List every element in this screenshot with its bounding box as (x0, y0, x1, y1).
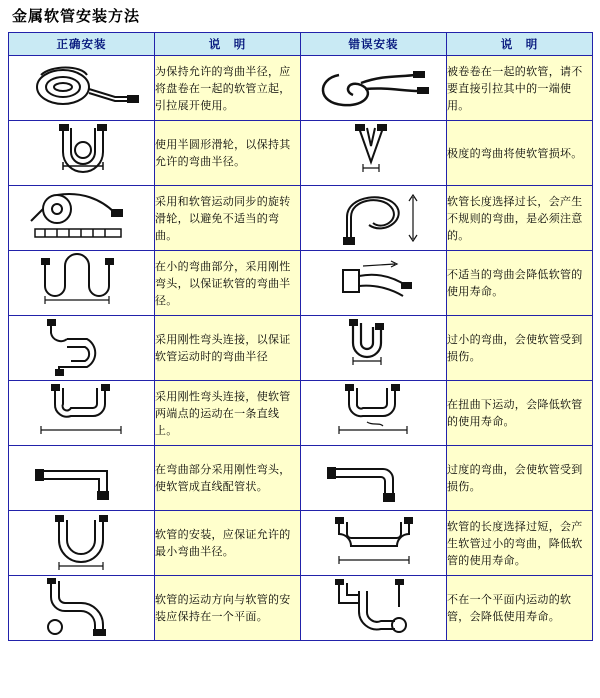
description-cell-wrong: 极度的弯曲将使软管损坏。 (447, 121, 593, 186)
table-header-row (9, 33, 593, 56)
rotating-pulley-with-chain-icon (11, 187, 153, 249)
header-correct-install: 正确安装 (9, 33, 155, 56)
table-row (9, 511, 593, 576)
table-row (9, 186, 593, 251)
figure-cell-wrong (301, 316, 447, 381)
description-cell-wrong: 过小的弯曲，会使软管受到损伤。 (447, 316, 593, 381)
rigid-elbow-u-loop-connection-icon (11, 317, 153, 379)
torsional-twisting-motion-icon (303, 382, 445, 444)
table-row (9, 121, 593, 186)
motion-out-of-plane-icon (303, 577, 445, 639)
figure-cell-wrong (301, 381, 447, 446)
too-small-bend-radius-damage-icon (303, 317, 445, 379)
description-cell-correct: 在弯曲部分采用刚性弯头，使软管成直线配管状。 (155, 446, 301, 511)
figure-cell-wrong (301, 251, 447, 316)
description-cell-correct: 软管的安装，应保证允许的最小弯曲半径。 (155, 511, 301, 576)
page-title: 金属软管安装方法 (12, 7, 141, 25)
header-wrong-install: 错误安装 (301, 33, 447, 56)
description-cell-wrong: 过度的弯曲，会使软管受到损伤。 (447, 446, 593, 511)
rigid-elbow-straight-pipe-layout-icon (11, 447, 153, 509)
installation-methods-table (8, 32, 593, 641)
u-bend-minimum-allowed-radius-icon (11, 512, 153, 574)
figure-cell-correct (9, 316, 155, 381)
figure-cell-correct (9, 121, 155, 186)
figure-cell-wrong (301, 576, 447, 641)
description-cell-wrong: 不适当的弯曲会降低软管的使用寿命。 (447, 251, 593, 316)
figure-cell-wrong (301, 56, 447, 121)
table-row (9, 316, 593, 381)
rigid-elbows-both-ends-straight-line-icon (11, 382, 153, 444)
header-correct-description: 说 明 (155, 33, 301, 56)
too-short-length-small-radius-icon (303, 512, 445, 574)
sharp-v-bend-damage-icon (303, 122, 445, 184)
table-row (9, 446, 593, 511)
description-cell-correct: 采用刚性弯头连接，以保证软管运动时的弯曲半径 (155, 316, 301, 381)
figure-cell-correct (9, 56, 155, 121)
figure-cell-correct (9, 251, 155, 316)
figure-cell-wrong (301, 121, 447, 186)
description-cell-correct: 采用和软管运动同步的旋转滑轮，以避免不适当的弯曲。 (155, 186, 301, 251)
description-cell-correct: 使用半圆形滑轮，以保持其允许的弯曲半径。 (155, 121, 301, 186)
figure-cell-correct (9, 576, 155, 641)
description-cell-wrong: 软管长度选择过长，会产生不规则的弯曲，是必须注意的。 (447, 186, 593, 251)
motion-in-same-plane-as-install-icon (11, 577, 153, 639)
description-cell-wrong: 在扭曲下运动，会降低软管的使用寿命。 (447, 381, 593, 446)
figure-cell-correct (9, 446, 155, 511)
excess-length-irregular-bend-icon (303, 187, 445, 249)
description-cell-wrong: 软管的长度选择过短，会产生软管过小的弯曲，降低软管的使用寿命。 (447, 511, 593, 576)
improper-bend-reduces-life-icon (303, 252, 445, 314)
semicircular-guide-sheave-bend-icon (11, 122, 153, 184)
rigid-elbow-at-small-bend-icon (11, 252, 153, 314)
figure-cell-wrong (301, 446, 447, 511)
description-cell-correct: 为保持允许的弯曲半径，应将盘卷在一起的软管立起，引拉展开使用。 (155, 56, 301, 121)
figure-cell-wrong (301, 511, 447, 576)
figure-cell-correct (9, 186, 155, 251)
table-row (9, 56, 593, 121)
description-cell-wrong: 不在一个平面内运动的软管，会降低使用寿命。 (447, 576, 593, 641)
table-row (9, 576, 593, 641)
header-wrong-description: 说 明 (447, 33, 593, 56)
description-cell-correct: 软管的运动方向与软管的安装应保持在一个平面。 (155, 576, 301, 641)
figure-cell-correct (9, 381, 155, 446)
description-cell-wrong: 被卷卷在一起的软管，请不要直接引拉其中的一端使用。 (447, 56, 593, 121)
figure-cell-correct (9, 511, 155, 576)
figure-cell-wrong (301, 186, 447, 251)
table-row (9, 381, 593, 446)
excessive-bend-damage-l-shape-icon (303, 447, 445, 509)
coiled-hose-pulled-from-middle-icon (303, 57, 445, 119)
description-cell-correct: 采用刚性弯头连接，使软管两端点的运动在一条直线上。 (155, 381, 301, 446)
description-cell-correct: 在小的弯曲部分，采用刚性弯头，以保证软管的弯曲半径。 (155, 251, 301, 316)
table-row (9, 251, 593, 316)
coiled-hose-standing-upright-icon (11, 57, 153, 119)
